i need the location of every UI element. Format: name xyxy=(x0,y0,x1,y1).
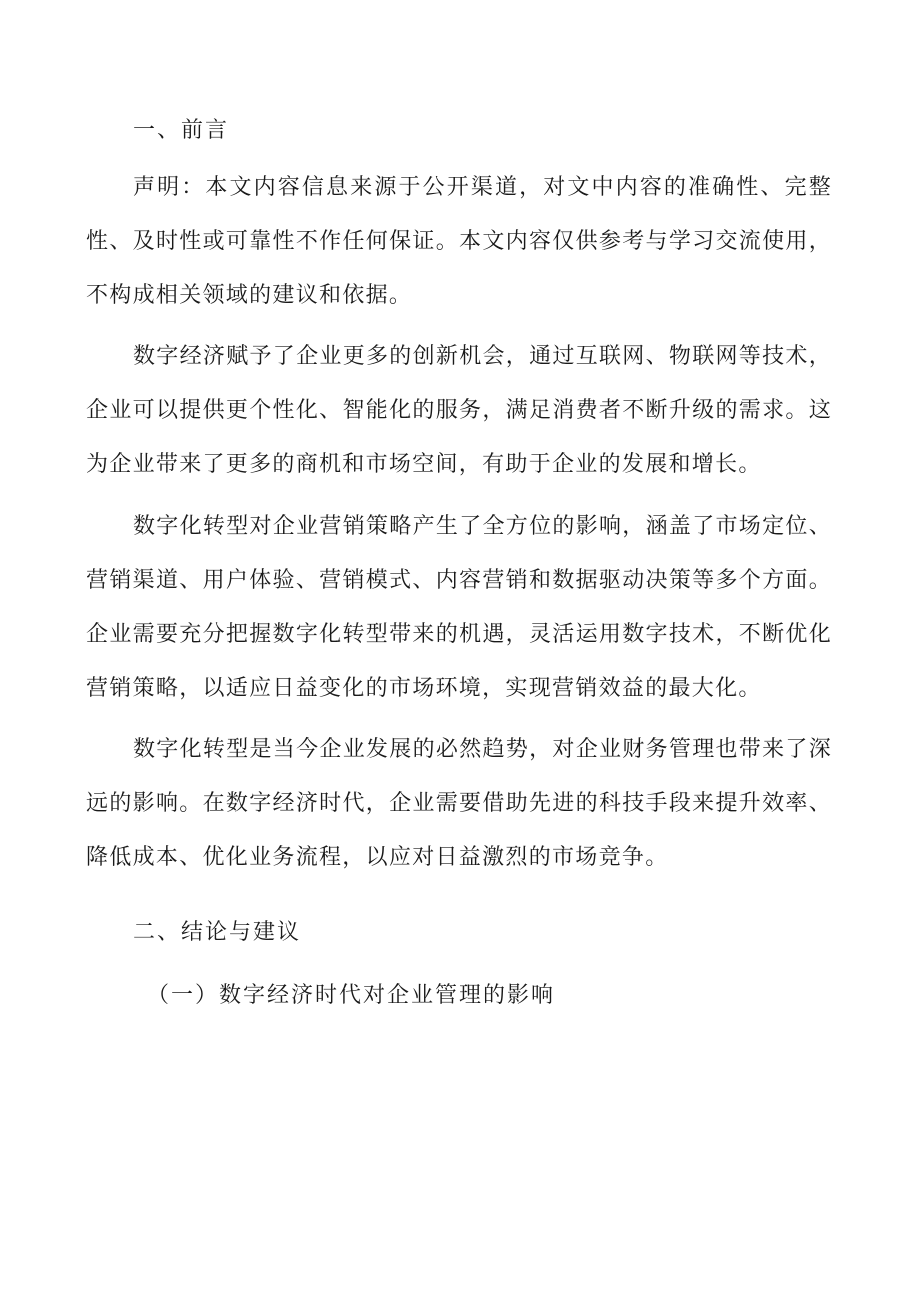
section-heading-conclusion: 二、结论与建议 xyxy=(133,920,302,945)
section-heading-preface: 一、前言 xyxy=(133,118,230,143)
body-paragraph-3: 数字化转型是当今企业发展的必然趋势，对企业财务管理也带来了深远的影响。在数字经济时代，企业需要借助先进的科技手段来提升效率、降低成本、优化业务流程，以应对日益激烈的市场竞争。 xyxy=(86,737,833,870)
disclaimer-paragraph: 声明：本文内容信息来源于公开渠道，对文中内容的准确性、完整性、及时性或可靠性不作任何保证。本文内容仅供参考与学习交流使用，不构成相关领域的建议和依据。 xyxy=(86,175,832,308)
body-paragraph-1: 数字经济赋予了企业更多的创新机会，通过互联网、物联网等技术，企业可以提供更个性化、智能化的服务，满足消费者不断升级的需求。这为企业带来了更多的商机和市场空间，有助于企业的发展和增长。 xyxy=(86,344,833,477)
body-paragraph-2: 数字化转型对企业营销策略产生了全方位的影响，涵盖了市场定位、营销渠道、用户体验、营销模式、内容营销和数据驱动决策等多个方面。企业需要充分把握数字化转型带来的机遇，灵活运用数字技术，不断优化营销策略，以适应日益变化的市场环境，实现营销效益的最大化。 xyxy=(86,514,833,701)
subsection-heading-1: （一）数字经济时代对企业管理的影响 xyxy=(147,983,556,1008)
